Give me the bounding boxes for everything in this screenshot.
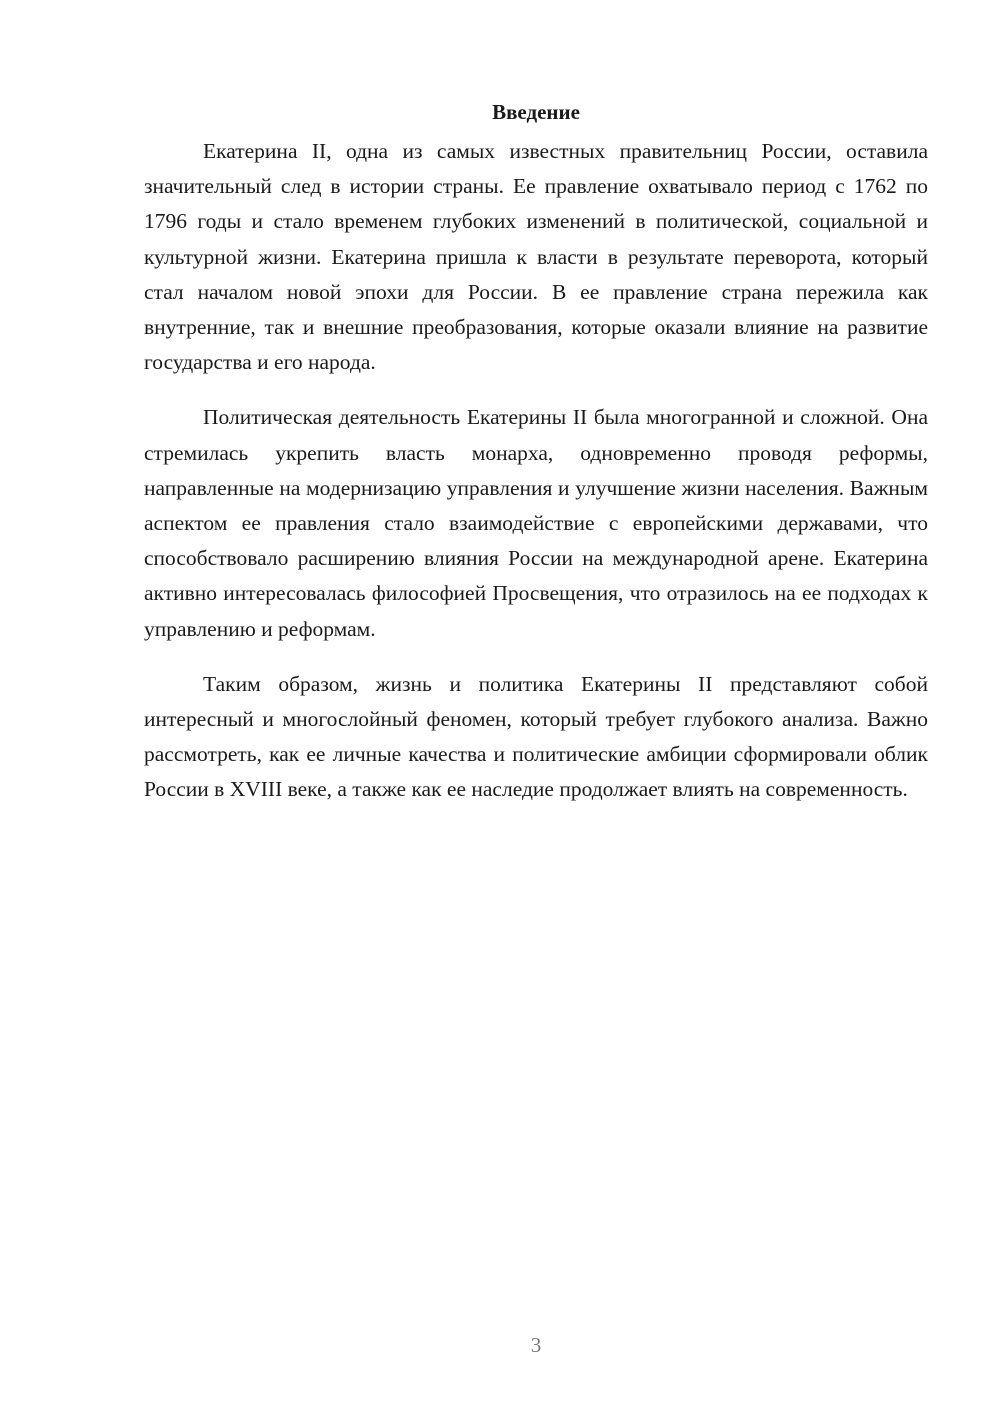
page-number: 3 (530, 1333, 542, 1357)
paragraph-2: Политическая деятельность Екатерины II была многогранной и сложной. Она стремилась укрепить власть монарха, одновременно проводя реформы, направленные на модернизацию управления и улучшение жизни населения. Важным аспектом ее правления стало взаимодействие с европейскими державами, что способствовало расширению влияния России на международной арене. Екатерина активно интересовалась философией Просвещения, что отразилось на ее подходах к управлению и реформам. (144, 405, 928, 641)
paragraph-1: Екатерина II, одна из самых известных правительниц России, оставила значительный след в истории страны. Ее правление охватывало период с 1762 по 1796 годы и стало временем глубоких изменений в политической, социальной и культурной жизни. Екатерина пришла к власти в результате переворота, который стал началом новой эпохи для России. В ее правление страна пережила как внутренние, так и внешние преобразования, которые оказали влияние на развитие государства и его народа. (144, 139, 928, 375)
paragraph-3: Таким образом, жизнь и политика Екатерины II представляют собой интересный и многослойный феномен, который требует глубокого анализа. Важно рассмотреть, как ее личные качества и политические амбиции сформировали облик России в XVIII веке, а также как ее наследие продолжает влиять на современность. (144, 671, 928, 802)
page-content (144, 96, 928, 828)
section-heading: Введение (492, 100, 580, 124)
